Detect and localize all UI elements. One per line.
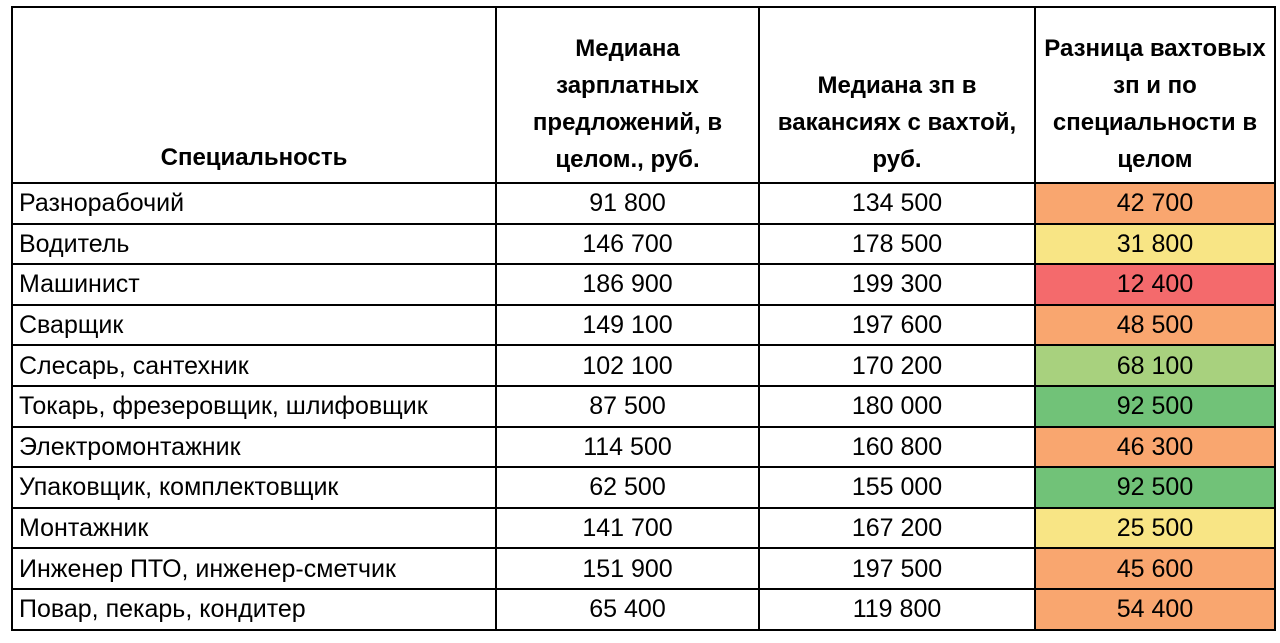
median-overall-cell: 102 100 — [496, 345, 759, 386]
median-overall-cell: 91 800 — [496, 183, 759, 224]
median-overall-cell: 87 500 — [496, 386, 759, 427]
specialty-cell: Разнорабочий — [12, 183, 496, 224]
specialty-cell: Повар, пекарь, кондитер — [12, 589, 496, 630]
header-median-overall — [496, 7, 759, 183]
median-overall-cell: 186 900 — [496, 264, 759, 305]
median-shift-cell: 170 200 — [759, 345, 1035, 386]
header-median-overall-label: Медиана зарплатных предложений, в целом., руб. — [532, 35, 723, 173]
difference-cell: 12 400 — [1035, 264, 1275, 305]
table-row — [12, 224, 1275, 265]
difference-cell: 25 500 — [1035, 508, 1275, 549]
difference-cell: 54 400 — [1035, 589, 1275, 630]
table-row — [12, 183, 1275, 224]
difference-cell: 46 300 — [1035, 427, 1275, 468]
difference-cell: 68 100 — [1035, 345, 1275, 386]
difference-cell: 42 700 — [1035, 183, 1275, 224]
difference-cell: 45 600 — [1035, 548, 1275, 589]
difference-cell: 31 800 — [1035, 224, 1275, 265]
table-row — [12, 589, 1275, 630]
table-row — [12, 305, 1275, 346]
header-specialty-label: Специальность — [160, 144, 348, 171]
table-row — [12, 427, 1275, 468]
median-overall-cell: 141 700 — [496, 508, 759, 549]
specialty-cell: Сварщик — [12, 305, 496, 346]
table-row — [12, 467, 1275, 508]
difference-cell: 48 500 — [1035, 305, 1275, 346]
table-row — [12, 548, 1275, 589]
header-median-shift-label: Медиана зп в вакансиях с вахтой, руб. — [777, 72, 1017, 173]
median-overall-cell: 146 700 — [496, 224, 759, 265]
specialty-cell: Электромонтажник — [12, 427, 496, 468]
header-difference — [1035, 7, 1275, 183]
median-shift-cell: 167 200 — [759, 508, 1035, 549]
median-overall-cell: 65 400 — [496, 589, 759, 630]
header-specialty — [12, 7, 496, 183]
median-shift-cell: 119 800 — [759, 589, 1035, 630]
table-row — [12, 508, 1275, 549]
median-overall-cell: 114 500 — [496, 427, 759, 468]
specialty-cell: Монтажник — [12, 508, 496, 549]
specialty-cell: Упаковщик, комплектовщик — [12, 467, 496, 508]
median-shift-cell: 199 300 — [759, 264, 1035, 305]
median-overall-cell: 151 900 — [496, 548, 759, 589]
median-overall-cell: 62 500 — [496, 467, 759, 508]
median-shift-cell: 155 000 — [759, 467, 1035, 508]
table-row — [12, 386, 1275, 427]
median-shift-cell: 160 800 — [759, 427, 1035, 468]
header-difference-label: Разница вахтовых зп и по специальности в целом — [1044, 35, 1266, 173]
median-shift-cell: 197 500 — [759, 548, 1035, 589]
table-header — [12, 7, 1275, 183]
difference-cell: 92 500 — [1035, 386, 1275, 427]
median-shift-cell: 180 000 — [759, 386, 1035, 427]
specialty-cell: Водитель — [12, 224, 496, 265]
header-median-shift — [759, 7, 1035, 183]
header-row — [12, 7, 1275, 183]
table-row — [12, 264, 1275, 305]
median-shift-cell: 197 600 — [759, 305, 1035, 346]
specialty-cell: Слесарь, сантехник — [12, 345, 496, 386]
specialty-cell: Токарь, фрезеровщик, шлифовщик — [12, 386, 496, 427]
specialty-cell: Инженер ПТО, инженер-сметчик — [12, 548, 496, 589]
table-row — [12, 345, 1275, 386]
median-overall-cell: 149 100 — [496, 305, 759, 346]
salary-table — [11, 6, 1276, 631]
median-shift-cell: 134 500 — [759, 183, 1035, 224]
difference-cell: 92 500 — [1035, 467, 1275, 508]
table-body — [12, 183, 1275, 630]
specialty-cell: Машинист — [12, 264, 496, 305]
median-shift-cell: 178 500 — [759, 224, 1035, 265]
